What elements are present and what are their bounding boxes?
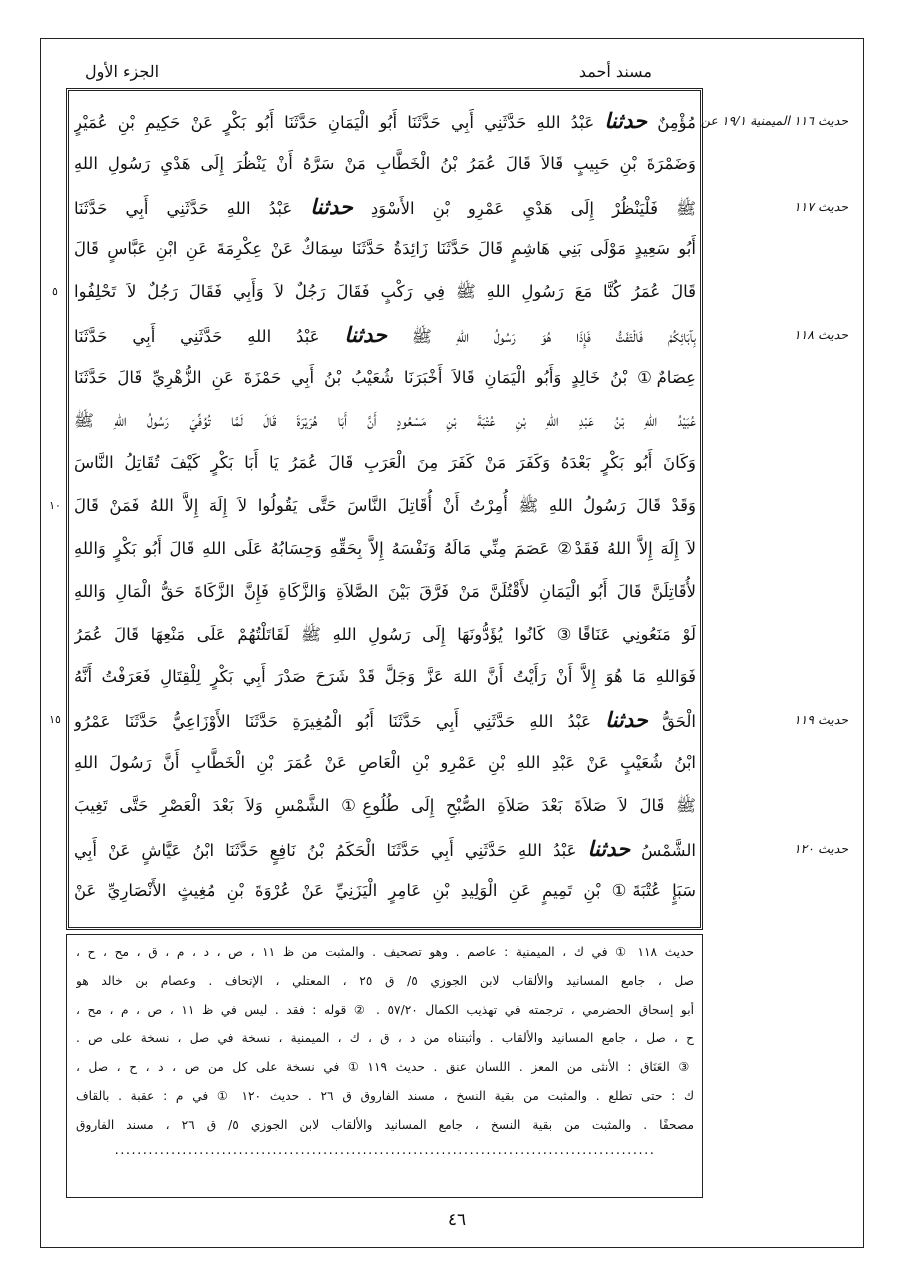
line-text: عِصَامٌ① بْنُ خَالِدٍ وَأَبُو الْيَمَانِ قَالاَ أَخْبَرَنَا شُعَيْبُ بْنُ أَبِي حَمْزَةَ عَنِ الزُّهْرِيِّ قَالَ حَدَّثَنَا xyxy=(74,367,696,387)
text-line xyxy=(74,528,696,571)
text-line xyxy=(74,785,696,828)
line-text: عَبْدُ اللهِ حَدَّثَنِي أَبِي حَدَّثَنَا xyxy=(74,326,345,346)
hadith-start-mark: حدثنا xyxy=(310,193,353,219)
text-line xyxy=(74,143,696,186)
line-text: قَالَ عُمَرُ كُنَّا مَعَ رَسُولِ اللهِ ﷺ فِي رَكْبٍ فَقَالَ رَجُلٌ لاَ وَأَبِي فَقَالَ رَجُلٌ لاَ تَحْلِفُوا xyxy=(74,282,696,302)
footnote-line: حديث ١١٨ ① في ك ، الميمنية : عاصم . وهو تصحيف . والمثبت من ظ ١١ ، ص ، د ، م ، ق ، مح ، ح ، xyxy=(76,945,694,959)
footnote-line: ك : حتى تطلع . والمثبت من بقية النسخ ، مسند الفاروق ق ٢٦ . حديث ١٢٠ ① في م : عقبة . بالقاف xyxy=(76,1088,694,1103)
line-text: عَبْدُ اللهِ حَدَّثَنِي أَبِي حَدَّثَنَا أَبُو الْيَمَانِ حَدَّثَنَا أَبُو بَكْرٍ عَنْ حَكِيمِ بْنِ عُمَيْرٍ xyxy=(74,113,605,132)
line-text: بِآبَائِكُمْ فَالْتَفَتُّ فَإِذَا هُوَ رَسُولُ اللهِ ﷺ xyxy=(387,326,696,346)
hadith-number: حديث ١١٨ xyxy=(793,327,848,342)
book-title: مسند أحمد xyxy=(578,62,652,81)
line-text: ابْنُ شُعَيْبٍ عَنْ عَبْدِ اللهِ بْنِ عَمْرِو بْنِ الْعَاصِ عَنْ عُمَرَ بْنِ الْخَطَّابِ أَنَّ رَسُولَ اللهِ xyxy=(74,752,696,772)
text-line xyxy=(74,699,696,742)
text-line xyxy=(74,314,696,357)
line-text: ﷺ قَالَ لاَ صَلاَةَ بَعْدَ صَلاَةِ الصُّبْحِ إِلَى طُلُوعِ① الشَّمْسِ وَلاَ بَعْدَ الْعَصْرِ حَتَّى تَغِيبَ xyxy=(74,795,696,815)
text-line xyxy=(74,485,696,528)
text-line xyxy=(74,100,696,143)
text-line xyxy=(74,228,696,271)
text-line xyxy=(74,186,696,229)
line-text: لَوْ مَنَعُونِي عَنَاقًا③ كَانُوا يُؤَدُّونَهَا إِلَى رَسُولِ اللهِ ﷺ لَقَاتَلْتُهُمْ عَلَى مَنْعِهَا قَالَ عُمَرُ xyxy=(74,624,696,644)
footnotes xyxy=(76,938,694,1162)
line-text: وَكَانَ أَبُو بَكْرٍ بَعْدَهُ وَكَفَرَ مَنْ كَفَرَ مِنَ الْعَرَبِ قَالَ عُمَرُ يَا أَبَا بَكْرٍ كَيْفَ تُقَاتِلُ النَّاسَ xyxy=(74,453,696,473)
line-text: الشَّمْسُ xyxy=(630,840,696,860)
hadith-number: حديث ١١٧ xyxy=(793,198,848,214)
footnote-line: ③ العَنَاق : الأنثى من المعز . اللسان عنق . حديث ١١٩ ① في نسخة على كل من ص ، د ، ح ، صل ، xyxy=(76,1060,694,1075)
line-text: وَضَمْرَةَ بْنِ حَبِيبٍ قَالاَ قَالَ عُمَرُ بْنُ الْخَطَّابِ مَنْ سَرَّهُ أَنْ يَنْظُرَ إِلَى هَدْيِ رَسُولِ اللهِ xyxy=(74,153,696,173)
line-text: سَبَإٍ عُتْبَةَ① بْنِ تَمِيمٍ عَنِ الْوَلِيدِ بْنِ عَامِرٍ الْيَزَنِيِّ عَنْ عُرْوَةَ بْنِ مُغِيثٍ الأَنْصَارِيِّ عَنْ xyxy=(74,881,696,901)
text-line xyxy=(74,614,696,657)
hadith-start-mark: حدثنا xyxy=(344,321,388,347)
text-line xyxy=(74,357,696,400)
line-text: عَبْدُ اللهِ حَدَّثَنِي أَبِي حَدَّثَنَا xyxy=(74,198,311,218)
part-title: الجزء الأول xyxy=(85,62,160,81)
line-text: عَبْدُ اللهِ حَدَّثَنِي أَبِي حَدَّثَنَا أَبُو الْمُغِيرَةِ حَدَّثَنَا الأَوْزَاعِيُّ حَدَّثَنَا عَمْرُو xyxy=(74,712,606,732)
hadith-number: حديث ١٢٠ xyxy=(793,840,848,856)
line-text: عَبْدُ اللهِ حَدَّثَنِي أَبِي حَدَّثَنَا الْحَكَمُ بْنُ نَافِعٍ حَدَّثَنَا ابْنُ عَيَّاشٍ عَنْ أَبِي xyxy=(74,840,588,860)
page-header xyxy=(0,62,914,86)
hadith-start-mark: حدثنا xyxy=(604,108,647,133)
hadith-start-mark: حدثنا xyxy=(587,835,631,861)
text-line xyxy=(74,742,696,785)
hadith-start-mark: حدثنا xyxy=(605,707,648,733)
line-text: أَبُو سَعِيدٍ مَوْلَى بَنِي هَاشِمٍ قَالَ حَدَّثَنَا زَائِدَةُ حَدَّثَنَا سِمَاكٌ عَنْ عِكْرِمَةَ عَنِ ابْنِ عَبَّاسٍ قَالَ xyxy=(74,239,696,259)
footnote-continuation-dots: ................................................................................................ xyxy=(114,1142,656,1158)
line-text: فَوَاللهِ مَا هُوَ إِلاَّ أَنْ رَأَيْتُ أَنَّ اللهَ عَزَّ وَجَلَّ قَدْ شَرَحَ صَدْرَ أَبِي بَكْرٍ لِلْقِتَالِ فَعَرَفْتُ أَنَّهُ xyxy=(74,667,696,687)
text-line xyxy=(74,870,696,913)
footnote-line: مصحفًا . والمثبت من بقية النسخ ، جامع المسانيد والألقاب لابن الجوزي ٥/ ق ٢٦ ، مسند الفاروق xyxy=(76,1117,694,1132)
line-text: لاَ إِلَهَ إِلاَّ اللهُ فَقَدْ② عَصَمَ مِنِّي مَالَهُ وَنَفْسَهُ إِلاَّ بِحَقِّهِ وَحِسَابُهُ عَلَى اللهِ قَالَ أَبُو بَكْرٍ وَاللهِ xyxy=(74,538,696,558)
line-text: ﷺ فَلْيَنْظُرْ إِلَى هَدْيِ عَمْرِو بْنِ الأَسْوَدِ xyxy=(352,198,696,218)
text-line xyxy=(74,271,696,314)
line-counter: ١٠ xyxy=(49,499,61,513)
footnote-line: صل ، جامع المسانيد والألقاب لابن الجوزي ٥/ ق ٢٥ ، المعتلي ، الإتحاف . وعصام بن خالد هو xyxy=(76,973,694,988)
main-text xyxy=(74,100,696,913)
line-text: لأُقَاتِلَنَّ قَالَ أَبُو الْيَمَانِ لأَقْتُلَنَّ مَنْ فَرَّقَ بَيْنَ الصَّلاَةِ وَالزَّكَاةِ فَإِنَّ الزَّكَاةَ حَقُّ الْمَالِ وَاللهِ xyxy=(74,581,696,601)
line-text: الْحَقُّ xyxy=(647,712,696,732)
footnote-line: ح ، صل ، جامع المسانيد والألقاب . وأثبتناه من د ، ق ، ك ، الميمنية ، نسخة في صل ، نسخة على ص . xyxy=(76,1031,694,1046)
text-line xyxy=(74,400,696,443)
line-text: وَقَدْ قَالَ رَسُولُ اللهِ ﷺ أُمِرْتُ أَنْ أُقَاتِلَ النَّاسَ حَتَّى يَقُولُوا لاَ إِلَهَ إِلاَّ اللهُ فَمَنْ قَالَ xyxy=(74,496,696,516)
footnote-line: أبو إسحاق الحضرمي ، ترجمته في تهذيب الكمال ٥٧/٢٠ . ② قوله : فقد . ليس في ظ ١١ ، ص ، م ، مح ، xyxy=(76,1002,694,1017)
line-counter: ١٥ xyxy=(49,713,61,727)
hadith-number: حديث ١١٩ xyxy=(793,712,848,728)
hadith-number: حديث ١١٦ الميمنية ١٩/١ عن xyxy=(700,113,848,128)
text-line xyxy=(74,571,696,614)
text-line xyxy=(74,828,696,871)
page-number: ٤٦ xyxy=(447,1210,467,1230)
text-line xyxy=(74,442,696,485)
line-text: مُؤْمِنٌ xyxy=(647,113,696,132)
line-text: عُبَيْدُ اللهِ بْنُ عَبْدِ اللهِ بْنِ عُتْبَةَ بْنِ مَسْعُودٍ أَنَّ أَبَا هُرَيْرَةَ قَالَ لَمَّا تُوُفِّيَ رَسُولُ اللهِ ﷺ xyxy=(74,410,696,430)
text-line xyxy=(74,656,696,699)
line-counter: ٥ xyxy=(52,285,58,299)
